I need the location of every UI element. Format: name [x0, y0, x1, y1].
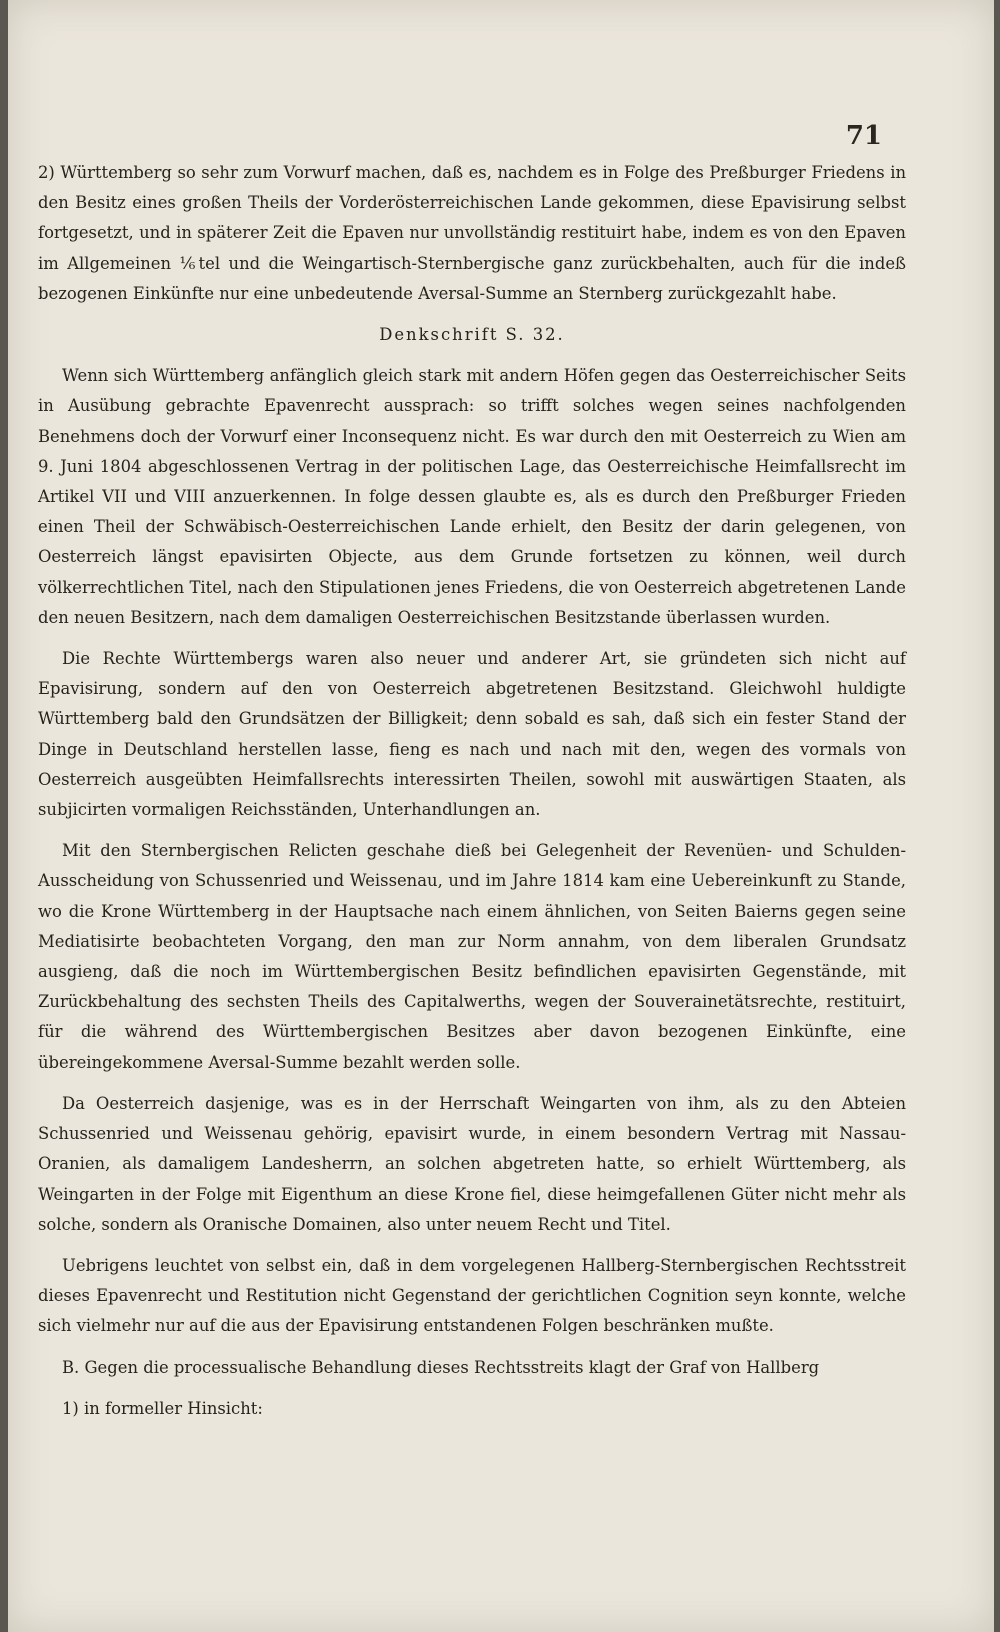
paragraph-uebrigens: Uebrigens leuchtet von selbst ein, daß in dem vorgelegenen Hallberg-Sternbergischen Rechtsstreit dieses Epavenrecht und Restitution nicht Gegenstand der gerichtlichen Cognition seyn konnte, welche sich vielmehr nur auf die aus der Epavisirung entstandenen Folgen beschränken mußte. — [38, 1255, 906, 1336]
citation-denkschrift: Denkschrift S. 32. — [379, 325, 565, 345]
page-number: 71 — [845, 121, 882, 151]
section-b-point-1: 1) in formeller Hinsicht: — [62, 1398, 263, 1418]
paragraph-sternberg-relicten: Mit den Sternbergischen Relicten geschahe dieß bei Gelegenheit der Revenüen- und Schulden-Ausscheidung von Schussenried und Weissenau, und im Jahre 1814 kam eine Uebereinkunft zu Stande, wo die Krone Württemberg in der Hauptsache nach einem ähnlichen, von Seiten Baierns gegen seine Mediatisirte beobachteten Vorgang, den man zur Norm annahm, von dem liberalen Grundsatz ausgieng, daß die noch im Württembergischen Besitz befindlichen epavisirten Gegenstände, mit Zurückbehaltung des sechsten Theils des Capitalwerths, wegen der Souverainetätsrechte, restituirt, für die während des Württembergischen Besitzes aber davon bezogenen Einkünfte, eine übereingekommene Aversal-Summe bezahlt werden solle. — [38, 841, 906, 1072]
book-page — [8, 0, 994, 1632]
paragraph-inconsequenz: Wenn sich Württemberg anfänglich gleich stark mit andern Höfen gegen das Oesterreichischer Seits in Ausübung gebrachte Epavenrecht aussprach: so trifft solches wegen seines nachfolgenden Benehmens doch der Vorwurf einer Inconsequenz nicht. Es war durch den mit Oesterreich zu Wien am 9. Juni 1804 abgeschlossenen Vertrag in der politischen Lage, das Oesterreichische Heimfallsrecht im Artikel VII und VIII anzuerkennen. In folge dessen glaubte es, als es durch den Preßburger Frieden einen Theil der Schwäbisch-Oesterreichischen Lande erhielt, den Besitz der darin gelegenen, von Oesterreich längst epavisirten Objecte, aus dem Grunde fortsetzen zu können, weil durch völkerrechtlichen Titel, nach den Stipulationen jenes Friedens, die von Oesterreich abgetretenen Lande den neuen Besitzern, nach dem damaligen Oesterreichischen Besitzstande überlassen wurden. — [38, 366, 906, 627]
paragraph-rechte: Die Rechte Württembergs waren also neuer und anderer Art, sie gründeten sich nicht auf Epavisirung, sondern auf den von Oesterreich abgetretenen Besitzstand. Gleichwohl huldigte Württemberg bald den Grundsätzen der Billigkeit; denn sobald es sah, daß sich ein fester Stand der Dinge in Deutschland herstellen lasse, fieng es nach und nach mit den, wegen des vormals von Oesterreich ausgeübten Heimfallsrechts interessirten Theilen, sowohl mit auswärtigen Staaten, als subjicirten vormaligen Reichsständen, Unterhandlungen an. — [38, 649, 906, 820]
body-text — [38, 158, 906, 1435]
paragraph-point-2: 2) Württemberg so sehr zum Vorwurf machen, daß es, nachdem es in Folge des Preßburger Friedens in den Besitz eines großen Theils der Vorderösterreichischen Lande gekommen, diese Epavisirung selbst fortgesetzt, und in späterer Zeit die Epaven nur unvollständig restituirt habe, indem es von den Epaven im Allgemeinen ⅙tel und die Weingartisch-Sternbergische ganz zurückbehalten, auch für die indeß bezogenen Einkünfte nur eine unbedeutende Aversal-Summe an Sternberg zurückgezahlt habe. — [38, 163, 906, 303]
section-b-heading: B. Gegen die processualische Behandlung dieses Rechtsstreits klagt der Graf von Hallberg — [62, 1357, 820, 1377]
paragraph-weingarten: Da Oesterreich dasjenige, was es in der Herrschaft Weingarten von ihm, als zu den Abteien Schussenried und Weissenau gehörig, epavisirt wurde, in einem besondern Vertrag mit Nassau-Oranien, als damaligem Landesherrn, an solchen abgetreten hatte, so erhielt Württemberg, als Weingarten in der Folge mit Eigenthum an diese Krone fiel, diese heimgefallenen Güter nicht mehr als solche, sondern als Oranische Domainen, also unter neuem Recht und Titel. — [38, 1093, 906, 1234]
